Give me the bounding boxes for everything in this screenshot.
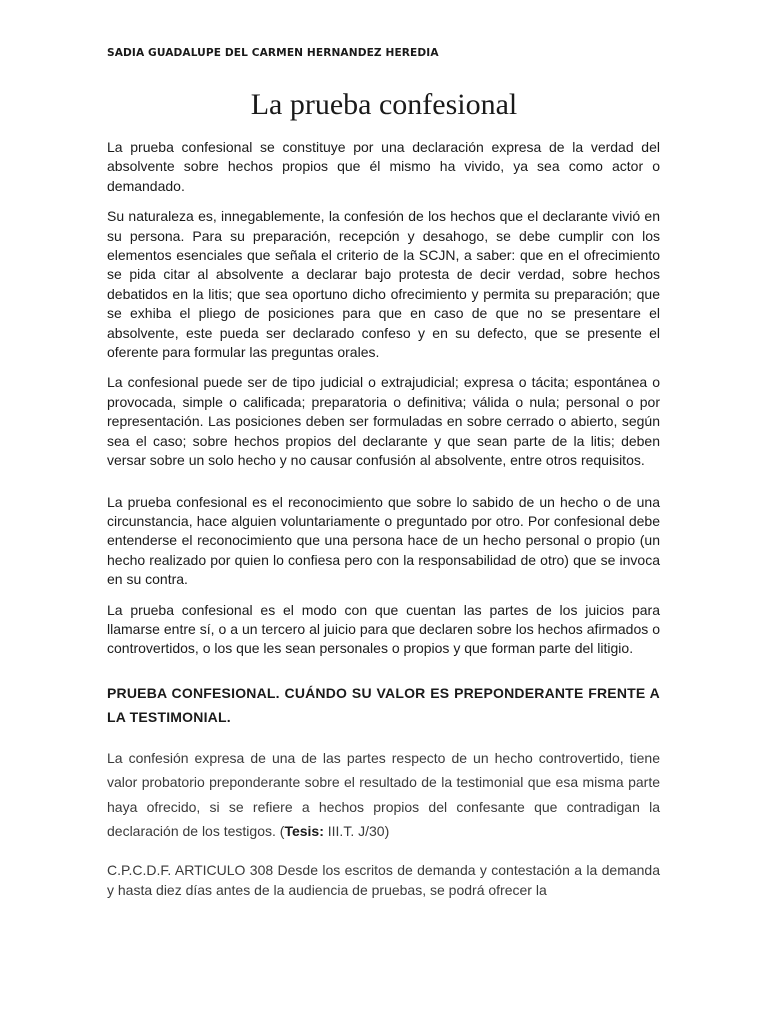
paragraph-2: Su naturaleza es, innegablemente, la confesión de los hechos que el declarante vivió en su persona. Para su preparación, recepción y desahogo, se debe cumplir con los elementos esenciales que señala el criterio de la SCJN, a saber: que en el ofrecimiento se pida citar al absolvente a declarar bajo protesta de decir verdad, sobre hechos debatidos en la litis; que sea oportuno dicho ofrecimiento y permita su preparación; que se exhiba el pliego de posiciones para que en caso de que no se presentare el absolvente, este pueda ser declarado confeso y en su defecto, que se presente el oferente para formular las preguntas orales. (107, 208, 660, 361)
article-paragraph: C.P.C.D.F. ARTICULO 308 Desde los escritos de demanda y contestación a la demanda y hasta diez días antes de la audiencia de pruebas, se podrá ofrecer la (107, 861, 660, 898)
document-body (107, 138, 660, 911)
paragraph-4: La prueba confesional es el reconocimiento que sobre lo sabido de un hecho o de una circunstancia, hace alguien voluntariamente o preguntado por otro. Por confesional debe entenderse el reconocimiento que una persona hace de un hecho personal o propio (un hecho realizado por quien lo confiesa pero con la responsabilidad de otro) que se invoca en su contra. (107, 493, 660, 588)
thesis-paragraph (107, 746, 660, 844)
document-title: La prueba confesional (250, 88, 518, 121)
thesis-label: Tesis: (284, 823, 324, 840)
paragraph-5: La prueba confesional es el modo con que cuentan las partes de los juicios para llamarse entre sí, o a un tercero al juicio para que declaren sobre los hechos afirmados o controvertidos, o los que les sean personales o propios y que forman parte del litigio. (107, 601, 660, 657)
paragraph-1: La prueba confesional se constituye por una declaración expresa de la verdad del absolvente sobre hechos propios que él mismo ha vivido, ya sea como actor o demandado. (107, 139, 660, 194)
section-heading: PRUEBA CONFESIONAL. CUÁNDO SU VALOR ES PREPONDERANTE FRENTE A LA TESTIMONIAL. (107, 684, 660, 725)
paragraph-3: La confesional puede ser de tipo judicial o extrajudicial; expresa o tácita; espontánea o provocada, simple o calificada; preparatoria o definitiva; válida o nula; personal o por representación. Las posiciones deben ser formuladas en sobre cerrado o abierto, según sea el caso; sobre hechos propios del declarante y que sean parte de la litis; deben versar sobre un solo hecho y no causar confusión al absolvente, entre otros requisitos. (107, 374, 660, 469)
thesis-text: La confesión expresa de una de las partes respecto de un hecho controvertido, tiene valor probatorio preponderante sobre el resultado de la testimonial que esa misma parte haya ofrecido, si se refiere a hechos propios del confesante que contradigan la declaración de los testigos. ( (107, 749, 660, 840)
author-name: SADIA GUADALUPE DEL CARMEN HERNANDEZ HEREDIA (107, 47, 439, 59)
thesis-reference: III.T. J/30) (323, 823, 390, 840)
